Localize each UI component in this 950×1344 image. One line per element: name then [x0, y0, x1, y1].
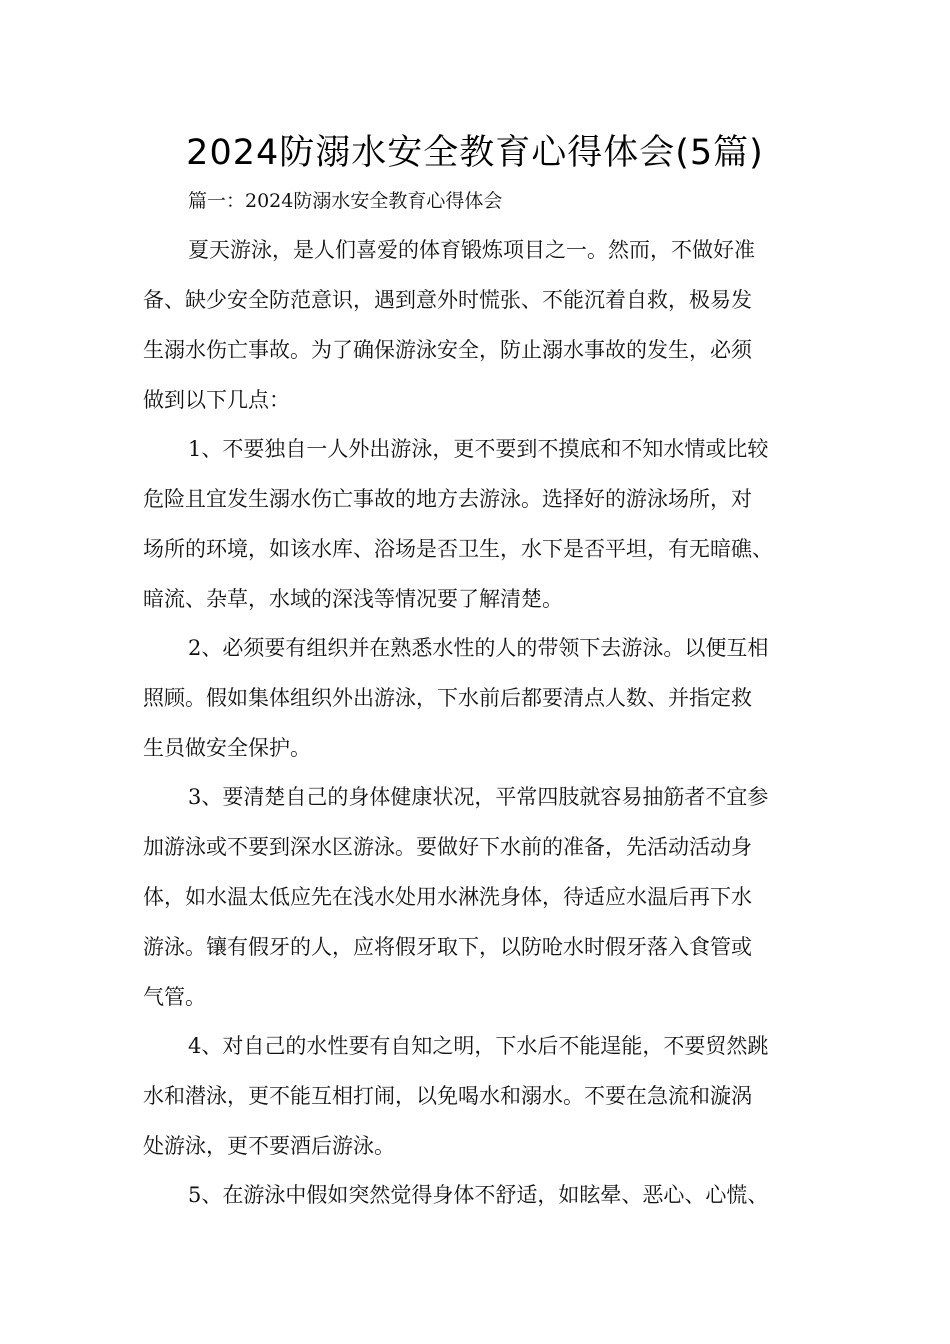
- text-line: 4、对自己的水性要有自知之明，下水后不能逞能，不要贸然跳: [188, 1034, 769, 1058]
- text-line: 5、在游泳中假如突然觉得身体不舒适，如眩晕、恶心、心慌、: [188, 1183, 769, 1207]
- paragraph-item-1: [143, 424, 833, 624]
- section-heading: 篇一：2024防溺水安全教育心得体会: [188, 190, 503, 212]
- paragraph-item-5: [143, 1170, 833, 1220]
- text-line: 备、缺少安全防范意识，遇到意外时慌张、不能沉着自救，极易发: [143, 288, 752, 312]
- text-line: 气管。: [143, 985, 206, 1009]
- paragraph-intro: [143, 225, 833, 425]
- document-title: 2024防溺水安全教育心得体会(5篇): [186, 133, 764, 173]
- text-line: 游泳。镶有假牙的人，应将假牙取下，以防呛水时假牙落入食管或: [143, 935, 752, 959]
- paragraph-item-2: [143, 623, 833, 773]
- text-line: 水和潜泳，更不能互相打闹，以免喝水和溺水。不要在急流和漩涡: [143, 1084, 752, 1108]
- text-line: 2、必须要有组织并在熟悉水性的人的带领下去游泳。以便互相: [188, 636, 769, 660]
- text-line: 危险且宜发生溺水伤亡事故的地方去游泳。选择好的游泳场所，对: [143, 487, 752, 511]
- text-line: 生溺水伤亡事故。为了确保游泳安全，防止溺水事故的发生，必须: [143, 338, 752, 362]
- text-line: 体，如水温太低应先在浅水处用水淋洗身体，待适应水温后再下水: [143, 885, 752, 909]
- text-line: 做到以下几点：: [143, 388, 290, 412]
- text-line: 暗流、杂草，水域的深浅等情况要了解清楚。: [143, 587, 563, 611]
- paragraph-item-4: [143, 1021, 833, 1171]
- text-line: 处游泳，更不要酒后游泳。: [143, 1134, 395, 1158]
- text-line: 场所的环境，如该水库、浴场是否卫生，水下是否平坦，有无暗礁、: [143, 537, 773, 561]
- text-line: 3、要清楚自己的身体健康状况，平常四肢就容易抽筋者不宜参: [188, 785, 769, 809]
- paragraph-item-3: [143, 772, 833, 1022]
- text-line: 加游泳或不要到深水区游泳。要做好下水前的准备，先活动活动身: [143, 835, 752, 859]
- text-line: 1、不要独自一人外出游泳，更不要到不摸底和不知水情或比较: [188, 437, 769, 461]
- text-line: 生员做安全保护。: [143, 736, 311, 760]
- text-line: 夏天游泳，是人们喜爱的体育锻炼项目之一。然而，不做好准: [188, 238, 755, 262]
- text-line: 照顾。假如集体组织外出游泳，下水前后都要清点人数、并指定救: [143, 686, 752, 710]
